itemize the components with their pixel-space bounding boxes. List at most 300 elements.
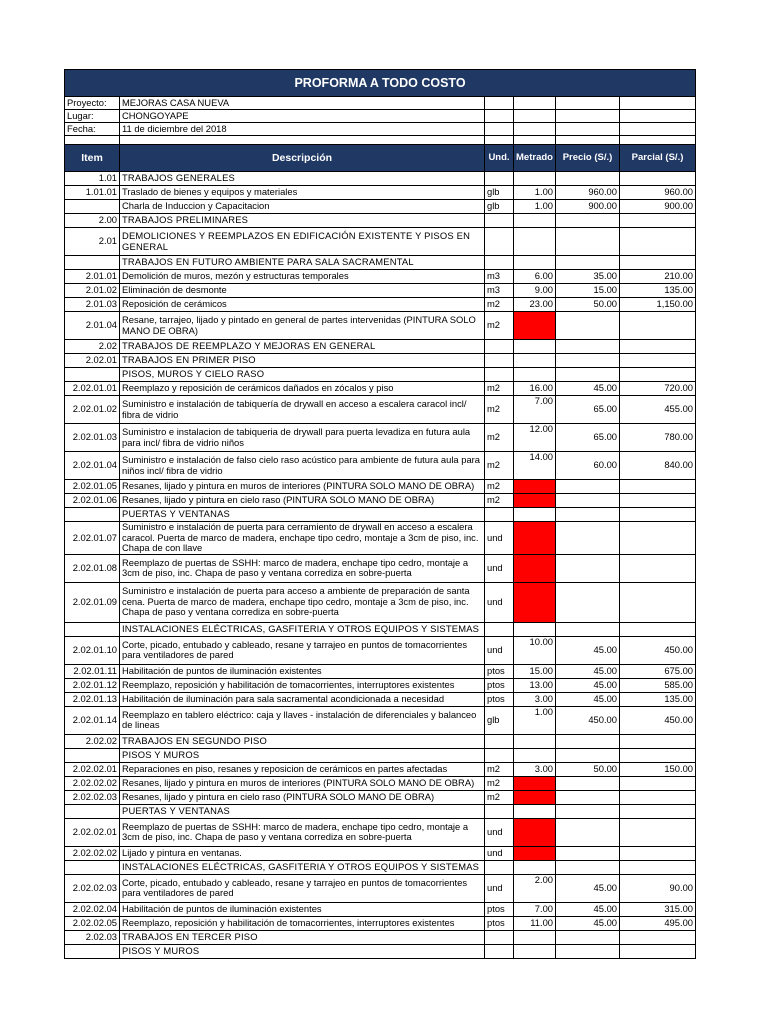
precio-cell: 50.00: [556, 762, 620, 776]
item-description: Demolición de muros, mezón y estructuras temporales: [120, 270, 485, 284]
parcial-cell: [620, 508, 696, 522]
item-description: Habilitación de puntos de iluminación existentes: [120, 902, 485, 916]
item-code: 2.02.03: [65, 930, 120, 944]
item-description: Lijado y pintura en ventanas.: [120, 846, 485, 860]
precio-cell: [556, 312, 620, 340]
section-row: [65, 944, 696, 958]
item-description: Habilitación de iluminación para sala sacramental acondicionada a necesidad: [120, 692, 485, 706]
col-header-metrado: Metrado: [514, 145, 556, 172]
item-code: 2.01.01: [65, 270, 120, 284]
parcial-cell: [620, 818, 696, 846]
precio-cell: [556, 734, 620, 748]
metrado-cell: 2.00: [514, 874, 556, 902]
unit-cell: [485, 172, 514, 186]
col-header-precio: Precio (S/.): [556, 145, 620, 172]
metrado-cell: [514, 622, 556, 636]
precio-cell: [556, 354, 620, 368]
parcial-cell: 135.00: [620, 692, 696, 706]
item-code: 2.02.02.05: [65, 916, 120, 930]
parcial-cell: [620, 494, 696, 508]
parcial-cell: 210.00: [620, 270, 696, 284]
item-description: Resanes, lijado y pintura en muros de interiores (PINTURA SOLO MANO DE OBRA): [120, 776, 485, 790]
metrado-cell: [514, 776, 556, 790]
precio-cell: [556, 368, 620, 382]
metrado-cell: 16.00: [514, 382, 556, 396]
precio-cell: [556, 748, 620, 762]
metrado-cell: 1.00: [514, 200, 556, 214]
header-row: [65, 145, 696, 172]
unit-cell: m2: [485, 494, 514, 508]
precio-cell: [556, 494, 620, 508]
precio-cell: [556, 622, 620, 636]
parcial-cell: 960.00: [620, 186, 696, 200]
table-row: [65, 582, 696, 622]
precio-cell: [556, 214, 620, 228]
metrado-cell: 10.00: [514, 636, 556, 664]
unit-cell: m3: [485, 270, 514, 284]
section-row: [65, 214, 696, 228]
precio-cell: 45.00: [556, 678, 620, 692]
item-description: Suministro e instalación de puerta para acceso a ambiente de preparación de santa cena. Puerta de marco de madera, enchape tipo cedro, montaje a 3cm de piso, inc. Chapa de paso y ventana corrediza en sobre-puerta: [120, 582, 485, 622]
table-row: [65, 554, 696, 582]
unit-cell: [485, 734, 514, 748]
precio-cell: [556, 340, 620, 354]
metrado-cell: 12.00: [514, 424, 556, 452]
unit-cell: und: [485, 582, 514, 622]
item-description: Suministro e instalación de puerta para cerramiento de drywall en acceso a escalera caracol. Puerta de marco de madera, enchape tipo cedro, montaje a 3cm de piso, inc. Chapa de con llave: [120, 522, 485, 555]
item-code: 2.02.01.10: [65, 636, 120, 664]
precio-cell: [556, 944, 620, 958]
info-row-fecha: [65, 123, 696, 136]
parcial-cell: [620, 522, 696, 555]
section-row: [65, 748, 696, 762]
empty-cell: [485, 123, 514, 136]
item-description: Resanes, lijado y pintura en muros de interiores (PINTURA SOLO MANO DE OBRA): [120, 480, 485, 494]
precio-cell: 15.00: [556, 284, 620, 298]
parcial-cell: [620, 748, 696, 762]
table-row: [65, 480, 696, 494]
item-code: 2.02.02.04: [65, 902, 120, 916]
parcial-cell: [620, 368, 696, 382]
item-description: TRABAJOS DE REEMPLAZO Y MEJORAS EN GENERAL: [120, 340, 485, 354]
table-row: [65, 284, 696, 298]
item-code: 2.02.01.12: [65, 678, 120, 692]
item-description: DEMOLICIONES Y REEMPLAZOS EN EDIFICACIÓN EXISTENTE Y PISOS EN GENERAL: [120, 228, 485, 256]
unit-cell: m2: [485, 762, 514, 776]
info-label: Lugar:: [65, 110, 120, 123]
table-row: [65, 916, 696, 930]
table-row: [65, 522, 696, 555]
parcial-cell: 450.00: [620, 636, 696, 664]
metrado-cell: 9.00: [514, 284, 556, 298]
parcial-cell: [620, 776, 696, 790]
parcial-cell: 840.00: [620, 452, 696, 480]
empty-cell: [556, 123, 620, 136]
sheet-title: PROFORMA A TODO COSTO: [65, 70, 696, 97]
item-code: 2.02.02.03: [65, 790, 120, 804]
empty-cell: [514, 97, 556, 110]
parcial-cell: [620, 944, 696, 958]
metrado-cell: 7.00: [514, 902, 556, 916]
parcial-cell: 455.00: [620, 396, 696, 424]
metrado-cell: 14.00: [514, 452, 556, 480]
table-row: [65, 396, 696, 424]
parcial-cell: [620, 930, 696, 944]
item-code: 2.02.02.01: [65, 762, 120, 776]
section-row: [65, 860, 696, 874]
metrado-cell: [514, 256, 556, 270]
item-code: [65, 748, 120, 762]
unit-cell: ptos: [485, 678, 514, 692]
item-description: PISOS Y MUROS: [120, 944, 485, 958]
unit-cell: und: [485, 818, 514, 846]
unit-cell: ptos: [485, 916, 514, 930]
item-description: Reparaciones en piso, resanes y reposicion de cerámicos en partes afectadas: [120, 762, 485, 776]
item-code: [65, 256, 120, 270]
title-row: [65, 70, 696, 97]
precio-cell: 45.00: [556, 382, 620, 396]
metrado-cell: [514, 354, 556, 368]
item-description: Corte, picado, entubado y cableado, resane y tarrajeo en puntos de tomacorrientes para ventiladores de pared: [120, 636, 485, 664]
item-description: Reemplazo de puertas de SSHH: marco de madera, enchape tipo cedro, montaje a 3cm de piso, inc. Chapa de paso y ventana corrediza en sobre-puerta: [120, 554, 485, 582]
empty-cell: [485, 97, 514, 110]
metrado-cell: [514, 172, 556, 186]
item-code: [65, 622, 120, 636]
item-description: Reemplazo de puertas de SSHH: marco de madera, enchape tipo cedro, montaje a 3cm de piso, inc. Chapa de paso y ventana corrediza en sobre-puerta: [120, 818, 485, 846]
parcial-cell: [620, 228, 696, 256]
section-row: [65, 256, 696, 270]
info-row-proyecto: [65, 97, 696, 110]
metrado-cell: 15.00: [514, 664, 556, 678]
precio-cell: [556, 776, 620, 790]
item-description: INSTALACIONES ELÉCTRICAS, GASFITERIA Y OTROS EQUIPOS Y SISTEMAS: [120, 860, 485, 874]
metrado-cell: [514, 522, 556, 555]
table-row: [65, 678, 696, 692]
item-code: 2.02.01.03: [65, 424, 120, 452]
parcial-cell: 90.00: [620, 874, 696, 902]
unit-cell: [485, 930, 514, 944]
item-description: Reposición de cerámicos: [120, 298, 485, 312]
item-code: 2.02.01.02: [65, 396, 120, 424]
item-description: TRABAJOS GENERALES: [120, 172, 485, 186]
parcial-cell: 900.00: [620, 200, 696, 214]
table-row: [65, 312, 696, 340]
item-code: 1.01: [65, 172, 120, 186]
item-description: Traslado de bienes y equipos y materiales: [120, 186, 485, 200]
metrado-cell: [514, 214, 556, 228]
item-description: PISOS, MUROS Y CIELO RASO: [120, 368, 485, 382]
parcial-cell: [620, 734, 696, 748]
precio-cell: 45.00: [556, 916, 620, 930]
unit-cell: [485, 340, 514, 354]
precio-cell: 65.00: [556, 424, 620, 452]
unit-cell: [485, 228, 514, 256]
unit-cell: und: [485, 874, 514, 902]
table-row: [65, 790, 696, 804]
item-code: 2.02.01.06: [65, 494, 120, 508]
table-row: [65, 494, 696, 508]
item-code: 2.02.01.14: [65, 706, 120, 734]
item-description: Charla de Induccion y Capacitacion: [120, 200, 485, 214]
item-description: TRABAJOS EN PRIMER PISO: [120, 354, 485, 368]
metrado-cell: [514, 340, 556, 354]
metrado-cell: 11.00: [514, 916, 556, 930]
proforma-table: [64, 69, 696, 959]
empty-cell: [485, 110, 514, 123]
unit-cell: und: [485, 636, 514, 664]
section-row: [65, 368, 696, 382]
section-row: [65, 172, 696, 186]
table-row: [65, 706, 696, 734]
item-code: 2.02.01.04: [65, 452, 120, 480]
unit-cell: [485, 748, 514, 762]
item-description: Reemplazo, reposición y habilitación de tomacorrientes, interruptores existentes: [120, 916, 485, 930]
unit-cell: m2: [485, 776, 514, 790]
metrado-cell: [514, 804, 556, 818]
section-row: [65, 354, 696, 368]
section-row: [65, 734, 696, 748]
precio-cell: [556, 172, 620, 186]
metrado-cell: 3.00: [514, 762, 556, 776]
precio-cell: [556, 860, 620, 874]
empty-cell: [620, 97, 696, 110]
empty-cell: [120, 136, 485, 145]
parcial-cell: [620, 582, 696, 622]
table-row: [65, 762, 696, 776]
unit-cell: m2: [485, 298, 514, 312]
precio-cell: [556, 582, 620, 622]
item-code: 2.01.04: [65, 312, 120, 340]
parcial-cell: [620, 790, 696, 804]
metrado-cell: 6.00: [514, 270, 556, 284]
metrado-cell: [514, 228, 556, 256]
empty-cell: [556, 97, 620, 110]
unit-cell: [485, 508, 514, 522]
metrado-cell: [514, 846, 556, 860]
unit-cell: [485, 214, 514, 228]
item-description: Habilitación de puntos de iluminación existentes: [120, 664, 485, 678]
col-header-item: Item: [65, 145, 120, 172]
metrado-cell: [514, 790, 556, 804]
item-code: 1.01.01: [65, 186, 120, 200]
parcial-cell: [620, 860, 696, 874]
empty-cell: [514, 123, 556, 136]
metrado-cell: 13.00: [514, 678, 556, 692]
col-header-parcial: Parcial (S/.): [620, 145, 696, 172]
table-row: [65, 846, 696, 860]
item-code: 2.00: [65, 214, 120, 228]
item-code: 2.02.02: [65, 734, 120, 748]
unit-cell: m3: [485, 284, 514, 298]
parcial-cell: 720.00: [620, 382, 696, 396]
info-value: CHONGOYAPE: [120, 110, 485, 123]
empty-cell: [620, 123, 696, 136]
unit-cell: glb: [485, 200, 514, 214]
unit-cell: ptos: [485, 902, 514, 916]
table-row: [65, 636, 696, 664]
item-description: Eliminación de desmonte: [120, 284, 485, 298]
item-description: Reemplazo en tablero eléctrico: caja y llaves - instalación de diferenciales y balanceo de lineas: [120, 706, 485, 734]
metrado-cell: 3.00: [514, 692, 556, 706]
metrado-cell: [514, 494, 556, 508]
unit-cell: m2: [485, 480, 514, 494]
item-code: 2.02.01.09: [65, 582, 120, 622]
parcial-cell: [620, 804, 696, 818]
unit-cell: glb: [485, 706, 514, 734]
table-row: [65, 270, 696, 284]
precio-cell: 35.00: [556, 270, 620, 284]
unit-cell: m2: [485, 312, 514, 340]
item-code: 2.02.01.07: [65, 522, 120, 555]
metrado-cell: [514, 554, 556, 582]
item-code: 2.02.01.13: [65, 692, 120, 706]
table-row: [65, 776, 696, 790]
unit-cell: [485, 804, 514, 818]
item-description: PUERTAS Y VENTANAS: [120, 508, 485, 522]
info-label: Fecha:: [65, 123, 120, 136]
parcial-cell: [620, 340, 696, 354]
item-code: 2.02.02.02: [65, 846, 120, 860]
table-row: [65, 692, 696, 706]
parcial-cell: 315.00: [620, 902, 696, 916]
item-code: [65, 368, 120, 382]
precio-cell: 45.00: [556, 902, 620, 916]
item-description: Reemplazo, reposición y habilitación de tomacorrientes, interruptores existentes: [120, 678, 485, 692]
info-label: Proyecto:: [65, 97, 120, 110]
parcial-cell: 585.00: [620, 678, 696, 692]
precio-cell: [556, 256, 620, 270]
empty-cell: [485, 136, 514, 145]
parcial-cell: [620, 172, 696, 186]
item-code: 2.02.01.08: [65, 554, 120, 582]
metrado-cell: [514, 312, 556, 340]
parcial-cell: [620, 846, 696, 860]
parcial-cell: [620, 312, 696, 340]
unit-cell: und: [485, 846, 514, 860]
table-row: [65, 452, 696, 480]
precio-cell: [556, 846, 620, 860]
item-code: 2.02: [65, 340, 120, 354]
metrado-cell: [514, 480, 556, 494]
item-code: 2.01.02: [65, 284, 120, 298]
table-row: [65, 186, 696, 200]
parcial-cell: 780.00: [620, 424, 696, 452]
col-header-und: Und.: [485, 145, 514, 172]
unit-cell: m2: [485, 424, 514, 452]
unit-cell: und: [485, 554, 514, 582]
unit-cell: [485, 944, 514, 958]
item-code: 2.02.02.03: [65, 874, 120, 902]
parcial-cell: [620, 256, 696, 270]
parcial-cell: [620, 354, 696, 368]
table-row: [65, 874, 696, 902]
table-row: [65, 424, 696, 452]
item-description: TRABAJOS EN SEGUNDO PISO: [120, 734, 485, 748]
parcial-cell: 450.00: [620, 706, 696, 734]
metrado-cell: 1.00: [514, 186, 556, 200]
metrado-cell: [514, 734, 556, 748]
unit-cell: und: [485, 522, 514, 555]
item-code: 2.02.01.01: [65, 382, 120, 396]
precio-cell: 45.00: [556, 692, 620, 706]
precio-cell: [556, 508, 620, 522]
empty-cell: [620, 136, 696, 145]
item-description: PUERTAS Y VENTANAS: [120, 804, 485, 818]
item-description: TRABAJOS EN TERCER PISO: [120, 930, 485, 944]
item-code: [65, 804, 120, 818]
precio-cell: [556, 228, 620, 256]
metrado-cell: [514, 818, 556, 846]
empty-cell: [514, 110, 556, 123]
unit-cell: ptos: [485, 664, 514, 678]
precio-cell: [556, 930, 620, 944]
info-value: 11 de diciembre del 2018: [120, 123, 485, 136]
empty-cell: [65, 136, 120, 145]
unit-cell: m2: [485, 790, 514, 804]
metrado-cell: [514, 582, 556, 622]
table-row: [65, 664, 696, 678]
precio-cell: 45.00: [556, 874, 620, 902]
unit-cell: [485, 368, 514, 382]
section-row: [65, 340, 696, 354]
precio-cell: 45.00: [556, 664, 620, 678]
parcial-cell: [620, 554, 696, 582]
item-description: Reemplazo y reposición de cerámicos dañados en zócalos y piso: [120, 382, 485, 396]
item-code: [65, 944, 120, 958]
precio-cell: [556, 790, 620, 804]
precio-cell: 900.00: [556, 200, 620, 214]
item-code: 2.02.02.02: [65, 776, 120, 790]
col-header-desc: Descripción: [120, 145, 485, 172]
unit-cell: m2: [485, 396, 514, 424]
unit-cell: [485, 256, 514, 270]
precio-cell: [556, 818, 620, 846]
precio-cell: [556, 522, 620, 555]
precio-cell: [556, 554, 620, 582]
table-row: [65, 818, 696, 846]
parcial-cell: 495.00: [620, 916, 696, 930]
item-code: [65, 860, 120, 874]
empty-cell: [514, 136, 556, 145]
info-row-lugar: [65, 110, 696, 123]
item-code: 2.02.01.11: [65, 664, 120, 678]
section-row: [65, 228, 696, 256]
item-code: 2.01.03: [65, 298, 120, 312]
item-description: Suministro e instalación de falso cielo raso acústico para ambiente de futura aula para niños incl/ fibra de vidrio: [120, 452, 485, 480]
table-row: [65, 902, 696, 916]
item-description: Resanes, lijado y pintura en cielo raso (PINTURA SOLO MANO DE OBRA): [120, 494, 485, 508]
unit-cell: m2: [485, 452, 514, 480]
parcial-cell: 150.00: [620, 762, 696, 776]
empty-cell: [556, 136, 620, 145]
precio-cell: 960.00: [556, 186, 620, 200]
item-description: Suministro e instalación de tabiquería de drywall en acceso a escalera caracol incl/ fibra de vidrio: [120, 396, 485, 424]
item-description: Resanes, lijado y pintura en cielo raso (PINTURA SOLO MANO DE OBRA): [120, 790, 485, 804]
item-code: [65, 508, 120, 522]
info-value: MEJORAS CASA NUEVA: [120, 97, 485, 110]
item-description: TRABAJOS PRELIMINARES: [120, 214, 485, 228]
section-row: [65, 930, 696, 944]
precio-cell: 50.00: [556, 298, 620, 312]
spacer-row: [65, 136, 696, 145]
item-description: Corte, picado, entubado y cableado, resane y tarrajeo en puntos de tomacorrientes para ventiladores de pared: [120, 874, 485, 902]
empty-cell: [620, 110, 696, 123]
item-code: [65, 200, 120, 214]
item-description: Resane, tarrajeo, lijado y pintado en general de partes intervenidas (PINTURA SOLO MANO DE OBRA): [120, 312, 485, 340]
item-description: PISOS Y MUROS: [120, 748, 485, 762]
parcial-cell: 1,150.00: [620, 298, 696, 312]
metrado-cell: [514, 944, 556, 958]
